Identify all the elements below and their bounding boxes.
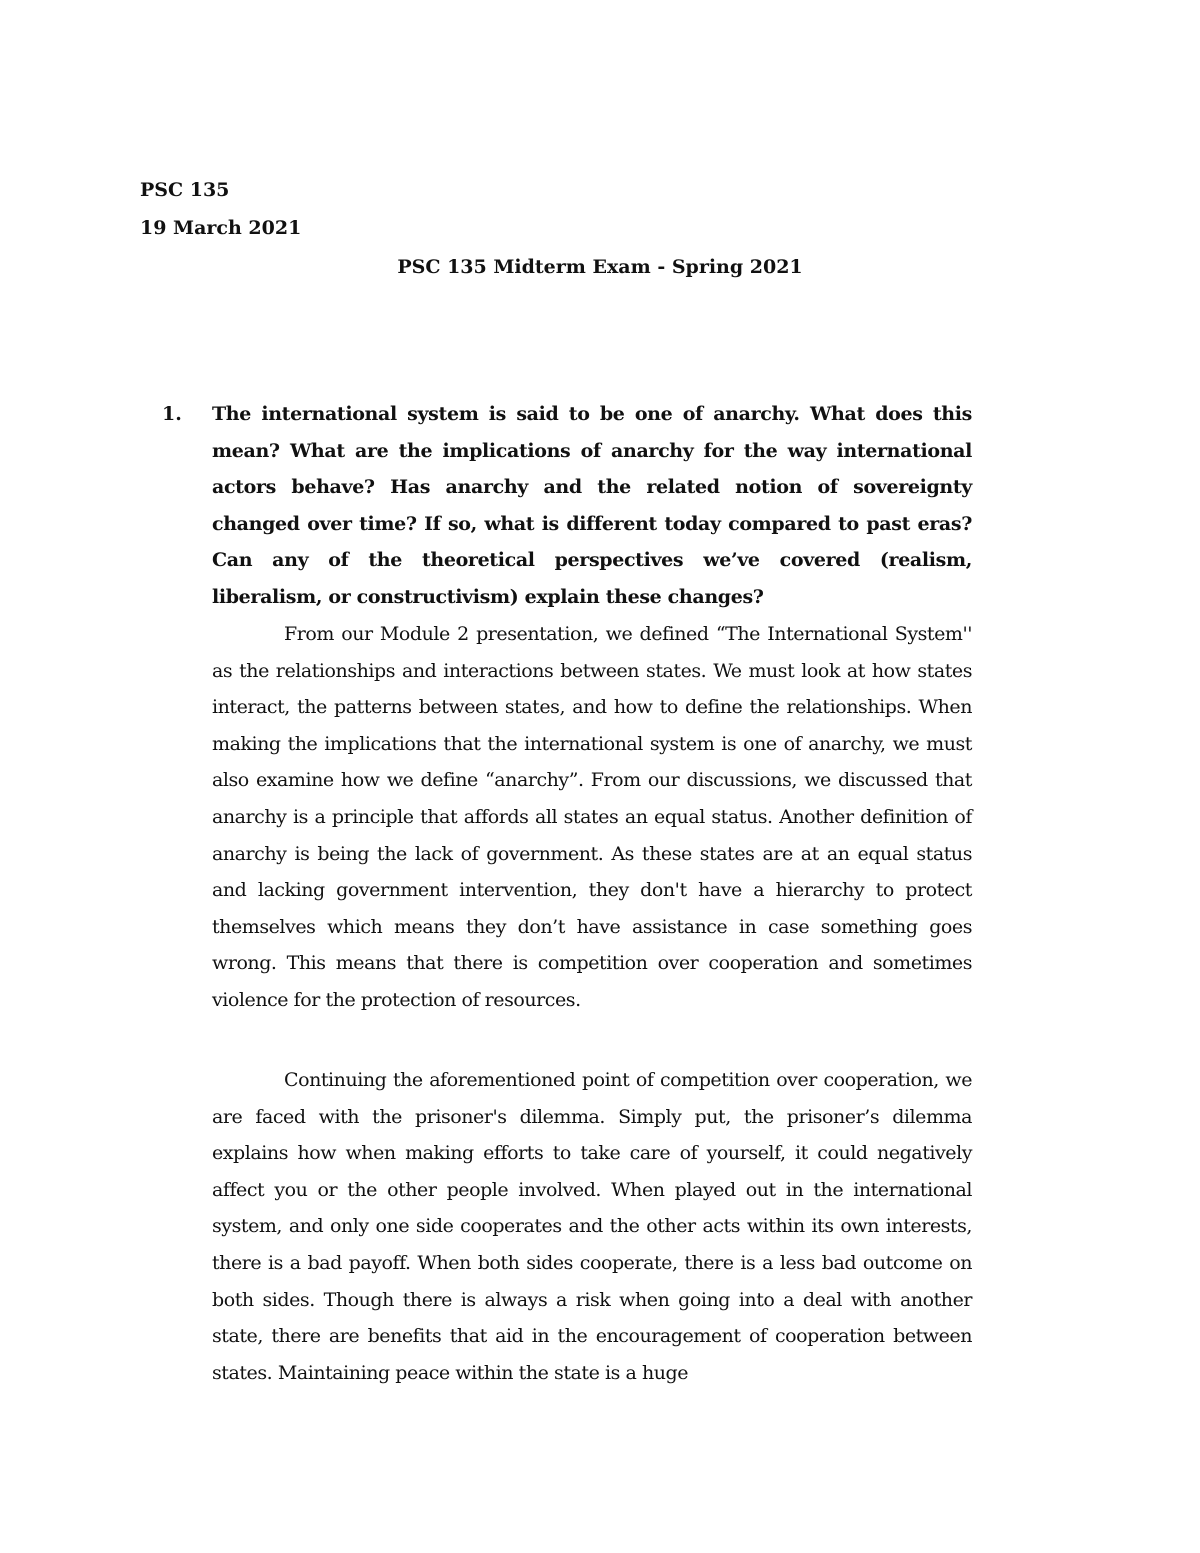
course-name: PSC 135 (140, 179, 230, 201)
answer-paragraph-2: Continuing the aforementioned point of competition over cooperation, we are faced with the prisoner's dilemma. Simply put, the prisoner’s dilemma explains how when making efforts to take care of yourself, it could negatively affect you or the other people involved. When played out in the international system, and only one side cooperates and the other acts within its own interests, there is a bad payoff. When both sides cooperate, there is a less bad outcome on both sides. Though there is always a risk when going into a deal with another state, there are benefits that aid in the encouragement of cooperation between states. Maintaining peace within the state is a huge (212, 1069, 972, 1384)
answer-paragraph-1: From our Module 2 presentation, we defined “The International System'' as the relationships and interactions between states. We must look at how states interact, the patterns between states, and how to define the relationships. When making the implications that the international system is one of anarchy, we must also examine how we define “anarchy”. From our discussions, we discussed that anarchy is a principle that affords all states an equal status. Another definition of anarchy is being the lack of government. As these states are at an equal status and lacking government intervention, they don't have a hierarchy to protect themselves which means they don’t have assistance in case something goes wrong. This means that there is competition over cooperation and sometimes violence for the protection of resources. (212, 623, 972, 1011)
document-date: 19 March 2021 (140, 217, 302, 239)
question-number: 1. (162, 403, 182, 425)
question-text: The international system is said to be one of anarchy. What does this mean? What are the implications of anarchy for the way international actors behave? Has anarchy and the related notion of sovereignty changed over time? If so, what is different today compared to past eras? Can any of the theoretical perspectives we’ve covered (realism, liberalism, or constructivism) explain these changes? (212, 403, 972, 608)
document-title: PSC 135 Midterm Exam - Spring 2021 (397, 256, 803, 278)
